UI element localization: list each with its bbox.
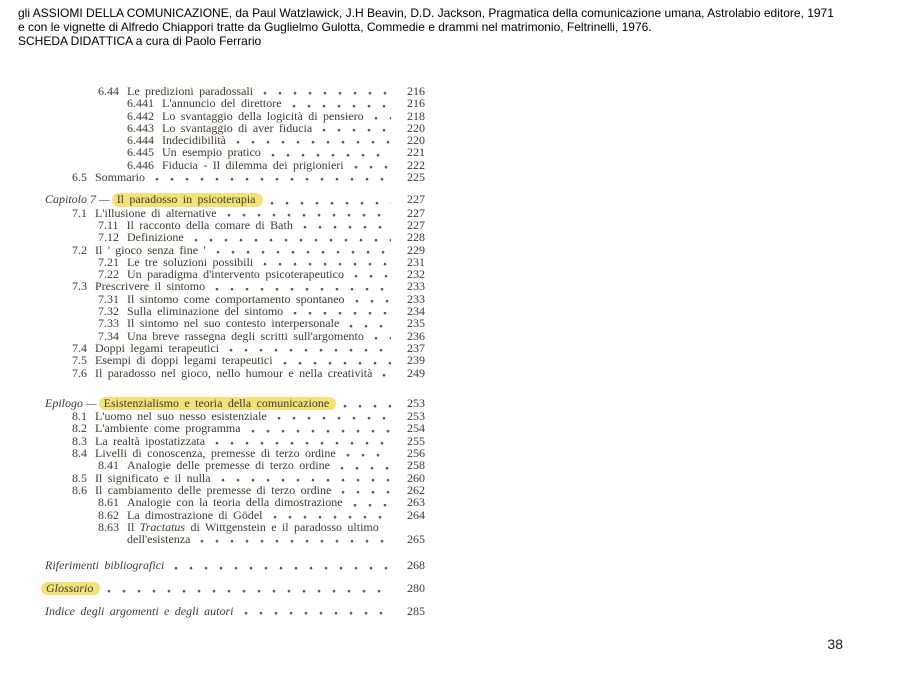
toc-row — [45, 533, 425, 545]
toc-item-title: Indecidibilità — [162, 133, 226, 148]
dot-leader — [354, 273, 391, 279]
toc-item-page: 254 — [407, 421, 425, 436]
toc-item-number: 8.63 — [98, 519, 119, 534]
toc-item-number: 7.2 — [72, 242, 87, 257]
dot-leader — [353, 502, 391, 508]
toc-item-number: 8.62 — [98, 507, 119, 522]
toc-item-number: 6.445 — [127, 145, 154, 160]
toc-item-title: Il sintomo come comportamento spontaneo — [127, 291, 345, 306]
toc-item-title: Riferimenti bibliografici — [45, 558, 165, 573]
toc-item-page: 265 — [407, 532, 425, 547]
toc-item-number: 7.12 — [98, 230, 119, 245]
dot-leader — [341, 489, 391, 495]
toc-item-title: Il ' gioco senza fine ' — [95, 242, 206, 257]
toc-item-page: 253 — [407, 409, 425, 424]
toc-item-page: 258 — [407, 458, 425, 473]
toc-item-page: 239 — [407, 353, 425, 368]
dot-leader — [270, 200, 391, 206]
citation-line-2: e con le vignette di Alfredo Chiappori tratte da Guglielmo Gulotta, Commedie e drammi nel matrimonio, Feltrinelli, 1976. — [18, 20, 652, 34]
toc-item-page: 216 — [407, 96, 425, 111]
toc-item-prefix: Epilogo — — [45, 395, 97, 410]
toc-item-number: 7.4 — [72, 340, 87, 355]
toc-item-title: Sommario — [95, 170, 145, 185]
toc-item-prefix: Capitolo 7 — — [45, 192, 110, 207]
citation-line-3: SCHEDA DIDATTICA a cura di Paolo Ferrario — [18, 34, 262, 48]
toc-item-page: 216 — [407, 84, 425, 98]
toc-item-title: Analogie delle premesse di terzo ordine — [127, 458, 330, 473]
toc-item-page: 256 — [407, 446, 425, 461]
citation-line-1: gli ASSIOMI DELLA COMUNICAZIONE, da Paul Watzlawick, J.H Beavin, D.D. Jackson, Pragmatica della comunicazione umana, Astrolabio editore, 1971 — [18, 6, 834, 20]
dot-leader — [349, 323, 391, 329]
dot-leader — [303, 224, 391, 230]
toc-item-title: Un esempio pratico — [162, 145, 261, 160]
toc-row — [45, 354, 425, 366]
toc-item-page: 228 — [407, 230, 425, 245]
toc-item-title: Analogie con la teoria della dimostrazione — [127, 495, 343, 510]
toc-item-page: 233 — [407, 279, 425, 294]
dot-leader — [263, 90, 391, 96]
toc-item-number: 8.1 — [72, 409, 87, 424]
toc-item-title: Glossario — [41, 582, 100, 595]
toc-item-title: Il Tractatus di Wittgenstein e il paradosso ultimo — [127, 519, 379, 534]
toc-item-number: 8.61 — [98, 495, 119, 510]
toc-item-number: 7.21 — [98, 254, 119, 269]
toc-row — [45, 244, 425, 256]
toc-item-title: Sulla eliminazione del sintomo — [127, 304, 284, 319]
toc-item-number: 8.5 — [72, 470, 87, 485]
dot-leader — [346, 452, 391, 458]
toc-item-number: 7.3 — [72, 279, 87, 294]
toc-item-page: 264 — [407, 507, 425, 522]
toc-item-number: 7.5 — [72, 353, 87, 368]
toc-item-title: Lo svantaggio della logicità di pensiero — [162, 108, 364, 123]
dot-leader — [216, 249, 391, 255]
toc-item-number: 7.33 — [98, 316, 119, 331]
toc-item-number: 6.443 — [127, 120, 154, 135]
toc-item-number: 7.6 — [72, 365, 87, 380]
toc-item-number: 6.444 — [127, 133, 154, 148]
toc-item-title: Prescrivere il sintomo — [95, 279, 206, 294]
toc-item-page: 220 — [407, 120, 425, 135]
toc-item-title: Indice degli argomenti e degli autori — [45, 603, 234, 618]
dot-leader — [283, 360, 391, 366]
toc-item-title: Livelli di conoscenza, premesse di terzo ordine — [95, 446, 336, 461]
toc-row — [45, 605, 425, 617]
toc-row — [45, 122, 425, 134]
dot-leader — [221, 477, 391, 483]
dot-leader — [343, 403, 391, 409]
toc-item-number: 7.22 — [98, 267, 119, 282]
toc-item-title: Il paradosso nel gioco, nello humour e nella creatività — [95, 365, 373, 380]
toc-item-title: La dimostrazione di Gödel — [127, 507, 263, 522]
toc-item-title: L'illusione di alternative — [95, 205, 217, 220]
dot-leader — [322, 127, 391, 133]
toc-item-page: 220 — [407, 133, 425, 148]
toc-item-page: 222 — [407, 157, 425, 172]
toc-item-number: 7.11 — [98, 217, 119, 232]
toc-item-title: Definizione — [127, 230, 184, 245]
toc-item-number: 6.44 — [98, 84, 119, 98]
toc-item-number: 8.6 — [72, 482, 87, 497]
toc-item-page: 234 — [407, 304, 425, 319]
toc-item-title: Il significato e il nulla — [95, 470, 211, 485]
toc-item-page: 227 — [407, 192, 425, 207]
toc-row — [45, 280, 425, 292]
toc-item-page: 236 — [407, 328, 425, 343]
toc-row — [45, 231, 425, 243]
dot-leader — [382, 372, 391, 378]
toc-item-page: 260 — [407, 470, 425, 485]
dot-leader — [389, 526, 391, 532]
dot-leader — [277, 415, 391, 421]
citation-header — [18, 6, 888, 48]
toc-row — [45, 97, 425, 109]
toc-item-title: Una breve rassegna degli scritti sull'argomento — [127, 328, 364, 343]
toc-item-page: 253 — [407, 395, 425, 410]
toc-item-number: 7.34 — [98, 328, 119, 343]
toc-row — [45, 171, 425, 183]
toc-item-title: Il racconto della comare di Bath — [126, 217, 293, 232]
dot-leader — [354, 164, 391, 170]
dot-leader — [244, 610, 391, 616]
toc-row — [45, 146, 425, 158]
toc-row — [45, 496, 425, 508]
dot-leader — [174, 565, 391, 571]
toc-row — [45, 582, 425, 595]
dot-leader — [155, 176, 391, 182]
toc-item-number: 8.41 — [98, 458, 119, 473]
dot-leader — [374, 335, 391, 341]
toc-item-number: 6.442 — [127, 108, 154, 123]
toc-item-title: Esempi di doppi legami terapeutici — [95, 353, 273, 368]
dot-leader — [292, 103, 391, 109]
toc-item-title: L'ambiente come programma — [95, 421, 241, 436]
toc-row — [45, 317, 425, 329]
toc-item-number: 8.4 — [72, 446, 87, 461]
dot-leader — [271, 152, 391, 158]
toc-row — [45, 397, 425, 410]
toc-item-page: 225 — [407, 170, 425, 185]
toc-row — [45, 193, 425, 206]
toc-item-title: L'uomo nel suo nesso esistenziale — [95, 409, 267, 424]
toc-item-title: L'annuncio del direttore — [162, 96, 282, 111]
toc-item-page: 229 — [407, 242, 425, 257]
toc-item-page: 227 — [407, 205, 425, 220]
dot-leader — [374, 115, 391, 121]
toc-item-page: 227 — [407, 217, 425, 232]
toc-item-number: 6.441 — [127, 96, 154, 111]
dot-leader — [200, 538, 391, 544]
toc-item-title: Il paradosso in psicoterapia — [112, 193, 263, 206]
toc-item-number: 8.2 — [72, 421, 87, 436]
toc-item-page: 221 — [407, 145, 425, 160]
dot-leader — [215, 286, 391, 292]
toc-item-title: Un paradigma d'intervento psicoterapeutico — [127, 267, 344, 282]
toc-row — [45, 521, 425, 533]
toc-item-title: dell'esistenza — [127, 532, 191, 547]
toc-item-number: 8.3 — [72, 433, 87, 448]
dot-leader — [340, 465, 391, 471]
toc-item-page: 262 — [407, 482, 425, 497]
toc-item-number: 6.446 — [127, 157, 154, 172]
toc-item-title: Lo svantaggio di aver fiducia — [162, 120, 313, 135]
toc-row — [45, 459, 425, 471]
toc-item-page: 255 — [407, 433, 425, 448]
table-of-contents-scan — [45, 85, 425, 617]
toc-item-page: 280 — [407, 580, 425, 595]
toc-item-title: Il sintomo nel suo contesto interpersonale — [127, 316, 340, 331]
dot-leader — [251, 428, 391, 434]
toc-item-number: 6.5 — [72, 170, 87, 185]
toc-item-number: 7.32 — [98, 304, 119, 319]
toc-item-title: Esistenzialismo e teoria della comunicazione — [99, 397, 337, 410]
toc-item-page: 263 — [407, 495, 425, 510]
dot-leader — [194, 237, 391, 243]
toc-item-title: Il cambiamento delle premesse di terzo ordine — [95, 482, 332, 497]
toc-item-number: 7.31 — [98, 291, 119, 306]
toc-item-page: 235 — [407, 316, 425, 331]
toc-item-page: 249 — [407, 365, 425, 380]
toc-item-title: La realtà ipostatizzata — [95, 433, 206, 448]
toc-row — [45, 367, 425, 379]
toc-item-page: 268 — [407, 558, 425, 573]
slide-page-number: 38 — [827, 636, 843, 652]
toc-row — [45, 422, 425, 434]
toc-item-page: 233 — [407, 291, 425, 306]
toc-item-page: 237 — [407, 340, 425, 355]
toc-item-title: Fiducia - Il dilemma dei prigionieri — [162, 157, 344, 172]
toc-item-title: Doppi legami terapeutici — [95, 340, 220, 355]
toc-item-title: Le tre soluzioni possibili — [127, 254, 254, 269]
toc-item-number: 7.1 — [72, 205, 87, 220]
toc-row — [45, 559, 425, 571]
toc-item-page: 232 — [407, 267, 425, 282]
dot-leader — [355, 298, 391, 304]
toc-item-page: 218 — [407, 108, 425, 123]
toc-item-page: 231 — [407, 254, 425, 269]
toc-item-page: 285 — [407, 603, 425, 618]
toc-item-title: Le predizioni paradossali — [127, 84, 254, 98]
dot-leader — [107, 588, 391, 594]
